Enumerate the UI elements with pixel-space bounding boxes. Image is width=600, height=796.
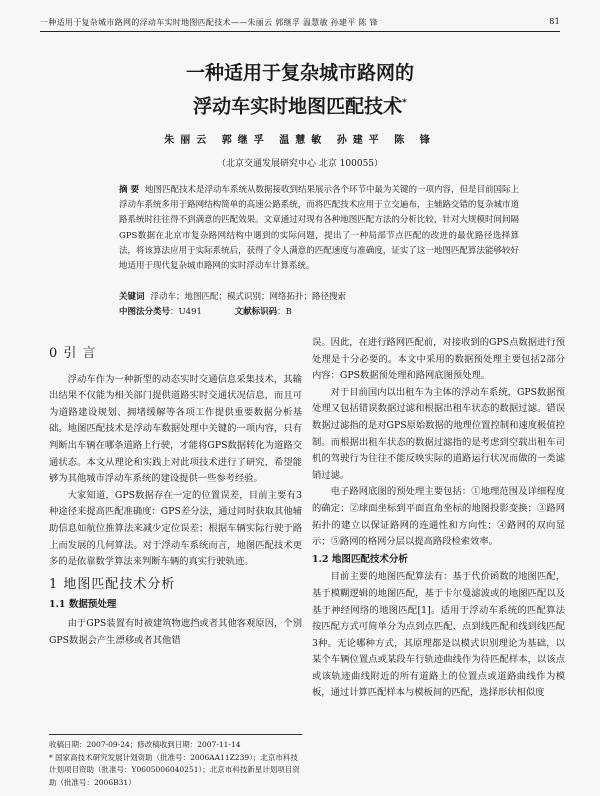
title-line-2 — [60, 88, 540, 121]
keywords-text: 浮动车；地图匹配；模式识别；网络拓扑；路径搜索 — [150, 292, 347, 302]
running-title: 一种适用于复杂城市路网的浮动车实时地图匹配技术——朱丽云 郭继孚 温慧敏 孙建平 陈 锋 — [40, 18, 378, 27]
doc-code-label: 文献标识码 — [234, 307, 278, 317]
keywords-label: 关键词 — [119, 292, 145, 302]
right-paragraph-3: 电子路网底图的预处理主要包括：①地理范围及详细程度的确定；②球面坐标到平面直角坐标的地图投影变换；③路网拓扑的建立以保证路网的连通性和方向性；④路网的双向显示；⑤路网的格网分层以提高路段检索效率。 — [312, 486, 565, 548]
footnote-received: 收稿日期：2007-09-24；修改稿收到日期：2007-11-14 — [49, 740, 241, 749]
abstract — [119, 183, 519, 274]
footnote — [49, 734, 302, 789]
left-paragraph-2: 大家知道，GPS数据存在一定的位置误差，目前主要有3种途径来提高匹配准确度：GPS差分法，通过同时获取其他辅助信息如航位推算法来减少定位误差；根据车辆实际行驶于路上而发展的几何算法。对于浮动车系统而言，地图匹配技术更多的是依靠数学算法来判断车辆的真实行驶轨迹。 — [49, 489, 302, 568]
section-1-1-heading: 1.1 数据预处理 — [49, 599, 117, 611]
right-paragraph-4: 目前主要的地图匹配算法有：基于代价函数的地图匹配，基于模糊逻辑的地图匹配，基于卡尔曼滤波或的地图匹配以及基于神经网络的地图匹配[1]。适用于浮动车系统的匹配算法按匹配方式可简单分为点到点匹配、点到线匹配和线到线匹配3种。无论哪种方式，其原理都是以模式识别理论为基础，以某个车辆位置点或某段车行轨迹曲线作为待匹配样本，以该点或该轨迹曲线附近的所有道路上的位置点或道路曲线作为模板，通过计算匹配样本与模板间的匹配，选择形状相似度 — [312, 571, 565, 699]
section-1-heading: 1 地图匹配技术分析 — [49, 576, 176, 592]
left-column — [49, 346, 302, 649]
title-line-2-text: 浮动车实时地图匹配技术 — [193, 95, 403, 118]
abstract-text: 地图匹配技术是浮动车系统从数据接收到结果展示各个环节中最为关键的一项内容，但是目前国际上浮动车系统多用于路网结构简单的高速公路系统，而将匹配技术应用于立交遍布，主辅路交错的复杂城市道路系统时往往得不到满意的匹配效果。文章通过对现有各种地图匹配方法的分析比较，针对大规模时间间隔GPS数据在北京市复杂路网结构中遇到的实际问题，提出了一种局部节点匹配的改进的最优路径选择算法，将该算法应用于实际系统后，获得了令人满意的匹配速度与准确度，证实了这一地图匹配算法能够较好地适用于现代复杂城市路网的实时浮动车计算系统。 — [119, 185, 519, 272]
title-footnote-mark: * — [402, 98, 407, 108]
left-paragraph-1: 浮动车作为一种新型的动态实时交通信息采集技术，其输出结果不仅能为相关部门提供道路实时交通状况信息，而且可为道路建设规划、拥堵缓解等各项工作提供重要数据分析基础。地图匹配技术是浮动车数据处理中关键的一项内容，只有判断出车辆在哪条道路上行驶，才能将GPS数据转化为道路交通状态。本文从理论和实践上对此项技术进行了研究，希望能够为其他城市浮动车系统的建设提供一些参考经验。 — [49, 373, 302, 485]
class-value: ：U491 — [170, 307, 202, 317]
class-label: 中图法分类号 — [119, 307, 171, 317]
right-paragraph-1: 误。因此，在进行路网匹配前，对接收到的GPS点数据进行预处理是十分必要的。本文中采用的数据预处理主要包括2部分内容：GPS数据预处理和路网底图预处理。 — [312, 337, 565, 382]
abstract-label: 摘 要 — [119, 185, 139, 195]
keywords — [119, 290, 519, 302]
section-1-2-heading: 1.2 地图匹配技术分析 — [312, 553, 408, 565]
section-0-heading: 0 引 言 — [49, 346, 97, 361]
running-header — [40, 17, 560, 32]
footnote-funding: * 国家高技术研究发展计划资助（批准号：2006AA11Z239）；北京市科技计划项目资助（批准号：Y0605006040251）；北京市科技新星计划项目资助（批准号：2006B31） — [49, 752, 300, 787]
page-number: 81 — [549, 17, 560, 26]
right-column — [312, 335, 565, 702]
title-line-1: 一种适用于复杂城市路网的 — [185, 62, 414, 84]
left-paragraph-3: 由于GPS装置有时被建筑物遮挡或者其他客观原因，个别GPS数据会产生漂移或者其他错 — [49, 617, 302, 646]
classification — [119, 305, 519, 317]
doc-code-value: ：B — [277, 307, 292, 317]
affiliation: （北京交通发展研究中心 北京 100055） — [216, 159, 384, 169]
paper-title — [60, 58, 540, 121]
right-paragraph-2: 对于目前国内以出租车为主体的浮动车系统，GPS数据预处理又包括错误数据过滤和根据出租车状态的数据过滤。错误数据过滤指的是对GPS原始数据的地理位置控制和速度极值控制。而根据出租车状态的数据过滤指的是考虑到空载出租车司机的驾驶行为往往不能反映实际的道路运行状况而做的一类滤销过滤。 — [312, 386, 565, 481]
author-list: 朱丽云 郭继孚 温慧敏 孙建平 陈 锋 — [164, 135, 436, 146]
